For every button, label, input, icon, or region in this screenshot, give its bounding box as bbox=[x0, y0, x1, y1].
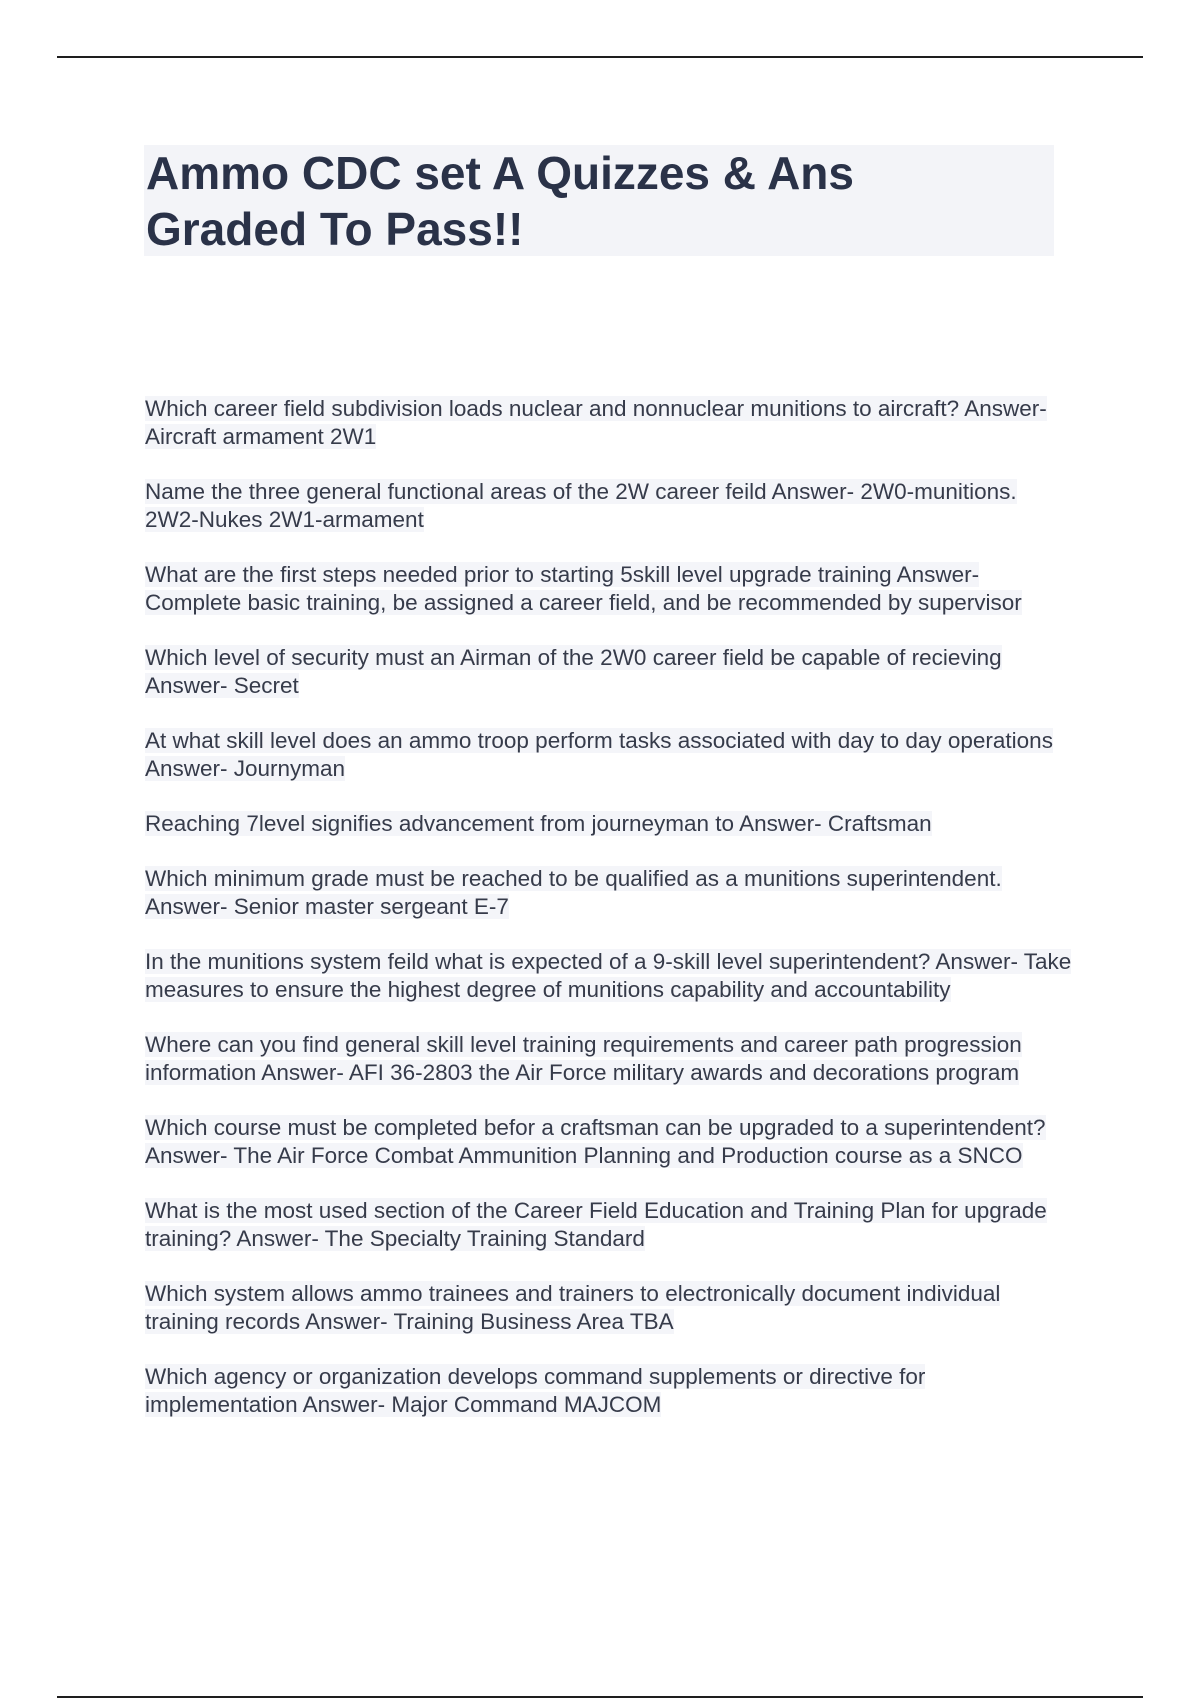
qa-item: Reaching 7level signifies advancement from journeyman to Answer- Craftsman bbox=[145, 811, 932, 836]
qa-item: Which career field subdivision loads nuclear and nonnuclear munitions to aircraft? Answer- Aircraft armament 2W1 bbox=[145, 396, 1047, 449]
qa-list bbox=[145, 395, 1075, 1446]
qa-item: What is the most used section of the Career Field Education and Training Plan for upgrade training? Answer- The Specialty Training Standard bbox=[145, 1198, 1047, 1251]
qa-item: Name the three general functional areas of the 2W career feild Answer- 2W0-munitions. 2W2-Nukes 2W1-armament bbox=[145, 479, 1017, 532]
qa-item: Which system allows ammo trainees and trainers to electronically document individual training records Answer- Training Business Area TBA bbox=[145, 1281, 1001, 1334]
title-line-2: Graded To Pass!! bbox=[146, 203, 524, 255]
qa-item: Which level of security must an Airman of the 2W0 career field be capable of recieving Answer- Secret bbox=[145, 645, 1002, 698]
title-line-1: Ammo CDC set A Quizzes & Ans bbox=[146, 147, 854, 199]
qa-item: At what skill level does an ammo troop perform tasks associated with day to day operations Answer- Journyman bbox=[145, 728, 1053, 781]
qa-item: Which agency or organization develops command supplements or directive for implementation Answer- Major Command MAJCOM bbox=[145, 1364, 926, 1417]
qa-item: In the munitions system feild what is expected of a 9-skill level superintendent? Answer- Take measures to ensure the highest degree of munitions capability and accountability bbox=[145, 949, 1072, 1002]
qa-item: Where can you find general skill level training requirements and career path progression information Answer- AFI 36-2803 the Air Force military awards and decorations program bbox=[145, 1032, 1022, 1085]
qa-item: What are the first steps needed prior to starting 5skill level upgrade training Answer- Complete basic training, be assigned a career field, and be recommended by supervisor bbox=[145, 562, 1022, 615]
qa-item: Which minimum grade must be reached to be qualified as a munitions superintendent. Answer- Senior master sergeant E-7 bbox=[145, 866, 1002, 919]
bottom-rule bbox=[57, 1696, 1143, 1698]
top-rule bbox=[57, 56, 1143, 58]
title-block bbox=[144, 145, 1054, 256]
document-title bbox=[146, 145, 1054, 257]
qa-item: Which course must be completed befor a craftsman can be upgraded to a superintendent? Answer- The Air Force Combat Ammunition Planning and Production course as a SNCO bbox=[145, 1115, 1046, 1168]
